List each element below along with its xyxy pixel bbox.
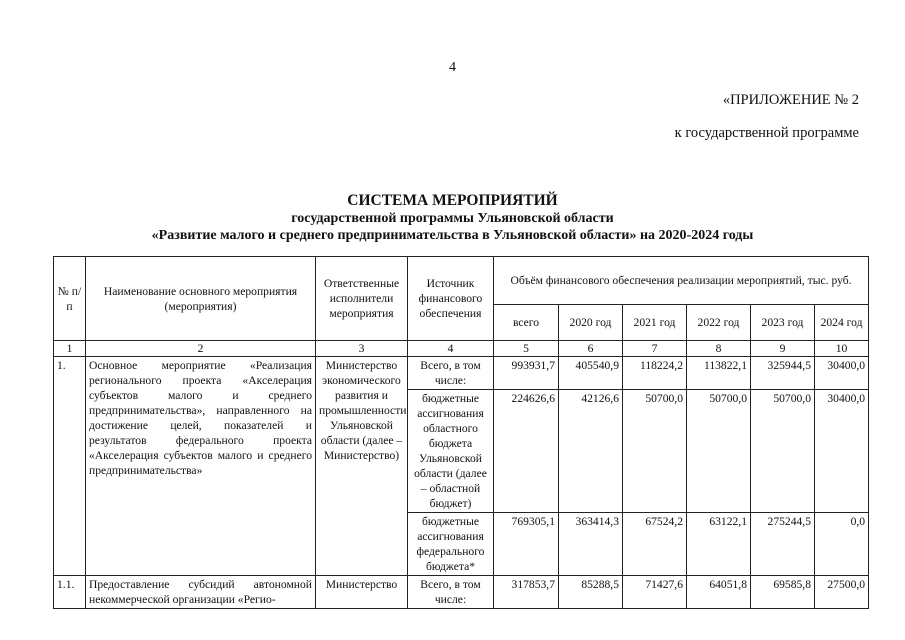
header-source: Источник финансового обеспечения (408, 257, 494, 341)
responsible-executor: Министерство (316, 576, 408, 609)
measure-name: Основное мероприятие «Реализация регионального проекта «Акселерация субъектов малого и среднего предпринимательства», направленного на достижение целей, показателей и результатов федерального проекта «Акселерация субъектов малого и среднего предпринимательства» (86, 357, 316, 576)
appendix-label: «ПРИЛОЖЕНИЕ № 2 (722, 92, 859, 108)
measure-name: Предоставление субсидий автономной некоммерческой организации «Регио- (86, 576, 316, 609)
value-total: 769305,1 (494, 513, 559, 576)
value-total: 993931,7 (494, 357, 559, 390)
header-total: всего (494, 305, 559, 341)
header-2020: 2020 год (559, 305, 623, 341)
value-2020: 42126,6 (559, 390, 623, 513)
value-2021: 50700,0 (623, 390, 687, 513)
header-volume: Объём финансового обеспечения реализации мероприятий, тыс. руб. (494, 257, 869, 305)
value-2024: 30400,0 (815, 390, 869, 513)
header-2024: 2024 год (815, 305, 869, 341)
header-num: № п/п (54, 257, 86, 341)
funding-source: бюджетные ассигнования федерального бюджета* (408, 513, 494, 576)
index-cell: 1 (54, 341, 86, 357)
value-2021: 67524,2 (623, 513, 687, 576)
value-total: 317853,7 (494, 576, 559, 609)
value-2020: 85288,5 (559, 576, 623, 609)
value-2023: 325944,5 (751, 357, 815, 390)
value-2022: 64051,8 (687, 576, 751, 609)
row-number: 1. (54, 357, 86, 576)
funding-source: бюджетные ассигнования областного бюджета Ульяновской области (далее – областной бюджет) (408, 390, 494, 513)
value-2022: 113822,1 (687, 357, 751, 390)
index-cell: 5 (494, 341, 559, 357)
value-total: 224626,6 (494, 390, 559, 513)
index-cell: 3 (316, 341, 408, 357)
index-cell: 8 (687, 341, 751, 357)
value-2022: 63122,1 (687, 513, 751, 576)
value-2020: 363414,3 (559, 513, 623, 576)
column-index-row (54, 341, 869, 357)
title-line-1: СИСТЕМА МЕРОПРИЯТИЙ (347, 192, 558, 209)
table-row (54, 576, 869, 609)
value-2022: 50700,0 (687, 390, 751, 513)
document-title (0, 192, 905, 244)
value-2023: 275244,5 (751, 513, 815, 576)
header-2022: 2022 год (687, 305, 751, 341)
value-2021: 71427,6 (623, 576, 687, 609)
value-2020: 405540,9 (559, 357, 623, 390)
value-2024: 0,0 (815, 513, 869, 576)
funding-source: Всего, в том числе: (408, 576, 494, 609)
index-cell: 7 (623, 341, 687, 357)
header-name: Наименование основного мероприятия (мероприятия) (86, 257, 316, 341)
header-row-1 (54, 257, 869, 305)
index-cell: 4 (408, 341, 494, 357)
value-2024: 27500,0 (815, 576, 869, 609)
value-2023: 50700,0 (751, 390, 815, 513)
header-2021: 2021 год (623, 305, 687, 341)
index-cell: 6 (559, 341, 623, 357)
value-2023: 69585,8 (751, 576, 815, 609)
appendix-subtitle: к государственной программе (674, 125, 859, 141)
funding-source: Всего, в том числе: (408, 357, 494, 390)
table-row (54, 357, 869, 390)
title-line-2: государственной программы Ульяновской области (291, 211, 614, 226)
index-cell: 2 (86, 341, 316, 357)
header-responsible: Ответственные исполнители мероприятия (316, 257, 408, 341)
title-line-3: «Развитие малого и среднего предпринимательства в Ульяновской области» на 2020-2024 годы (151, 228, 754, 243)
responsible-executor: Министерство экономического развития и промышленности Ульяновской области (далее – Министерство) (316, 357, 408, 576)
row-number: 1.1. (54, 576, 86, 609)
index-cell: 10 (815, 341, 869, 357)
measures-table (53, 256, 869, 609)
value-2024: 30400,0 (815, 357, 869, 390)
page-number: 4 (449, 60, 456, 75)
index-cell: 9 (751, 341, 815, 357)
value-2021: 118224,2 (623, 357, 687, 390)
header-2023: 2023 год (751, 305, 815, 341)
